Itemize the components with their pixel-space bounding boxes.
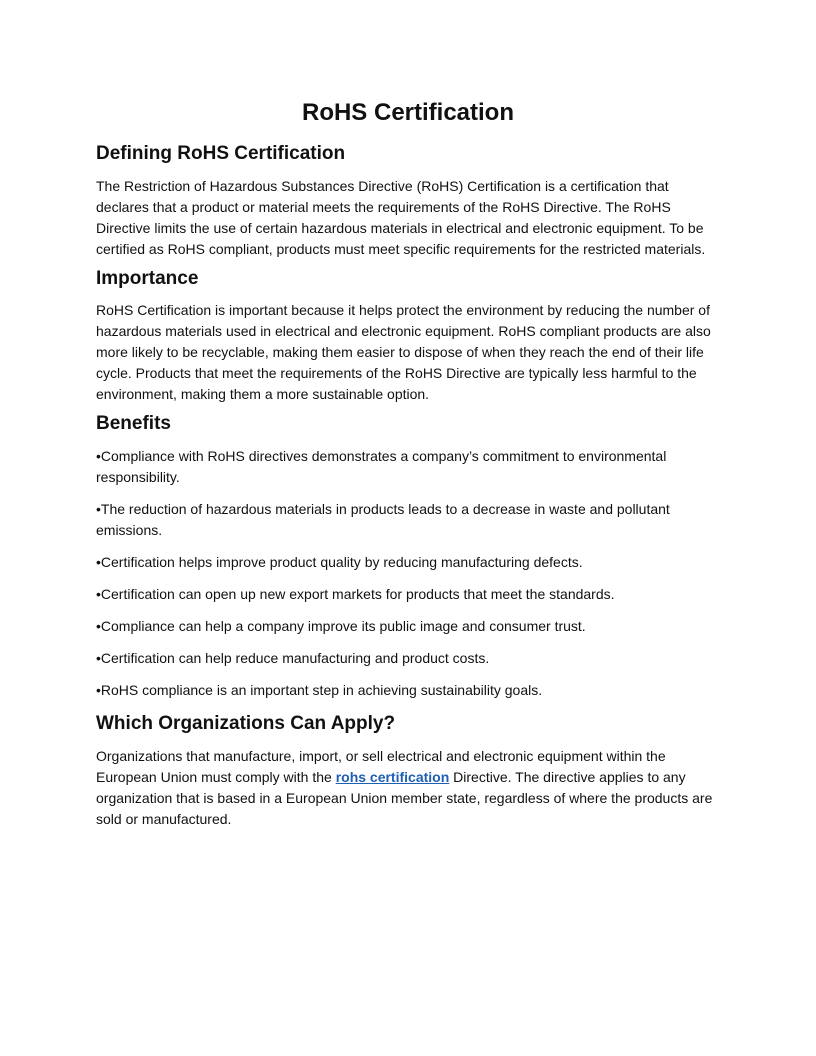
section-defining	[96, 142, 720, 260]
list-item	[96, 616, 720, 637]
bullet-icon: •	[96, 554, 101, 571]
section-paragraph-defining: The Restriction of Hazardous Substances Directive (RoHS) Certification is a certification that declares that a product or material meets the requirements of the RoHS Directive. The RoHS Directive limits the use of certain hazardous materials in electrical and electronic equipment. To be certified as RoHS compliant, products must meet specific requirements for the restricted materials.	[96, 177, 706, 257]
list-item-text: Compliance can help a company improve its public image and consumer trust.	[100, 618, 586, 635]
section-heading-importance: Importance	[96, 267, 199, 289]
section-heading-defining: Defining RoHS Certification	[96, 143, 346, 164]
list-item	[96, 552, 720, 573]
section-heading-benefits: Benefits	[96, 413, 171, 435]
list-item-text: Certification helps improve product quality by reducing manufacturing defects.	[100, 554, 583, 571]
list-item-text: The reduction of hazardous materials in products leads to a decrease in waste and pollutant emissions.	[96, 501, 670, 539]
section-paragraph-importance: RoHS Certification is important because it helps protect the environment by reducing the number of hazardous materials used in electrical and electronic equipment. RoHS compliant products are also more likely to be recyclable, making them easier to dispose of when they reach the end of their life cycle. Products that meet the requirements of the RoHS Directive are typically less harmful to the environment, making them a more sustainable option.	[96, 302, 711, 403]
section-benefits	[96, 412, 720, 701]
rohs-certification-link[interactable]: rohs certification	[335, 768, 450, 785]
list-item-text: Certification can open up new export markets for products that meet the standards.	[100, 586, 615, 603]
section-who-can-apply	[96, 712, 720, 830]
list-item	[96, 499, 720, 541]
paragraph-text-after-link: Directive. The directive applies to any organization that is based in a European Union member state, regardless of where the products are sold or manufactured.	[96, 768, 713, 827]
bullet-icon: •	[96, 448, 101, 465]
list-item	[96, 446, 720, 488]
page-title: RoHS Certification	[301, 99, 514, 126]
list-item-text: RoHS compliance is an important step in achieving sustainability goals.	[100, 682, 543, 699]
list-item-text: Compliance with RoHS directives demonstrates a company’s commitment to environmental responsibility.	[96, 448, 667, 486]
bullet-icon: •	[96, 650, 101, 667]
section-importance	[96, 267, 720, 406]
list-item-text: Certification can help reduce manufacturing and product costs.	[100, 650, 490, 667]
list-item	[96, 680, 720, 701]
bullet-icon: •	[96, 586, 101, 603]
list-item	[96, 648, 720, 669]
section-heading-who-can-apply: Which Organizations Can Apply?	[96, 713, 396, 735]
section-paragraph-who-can-apply	[96, 746, 720, 830]
paragraph-text-before-link: Organizations that manufacture, import, or sell electrical and electronic equipment within the European Union must comply with the	[96, 747, 666, 785]
bullet-icon: •	[96, 501, 101, 518]
list-item	[96, 584, 720, 605]
bullet-icon: •	[96, 682, 101, 699]
bullet-icon: •	[96, 618, 101, 635]
